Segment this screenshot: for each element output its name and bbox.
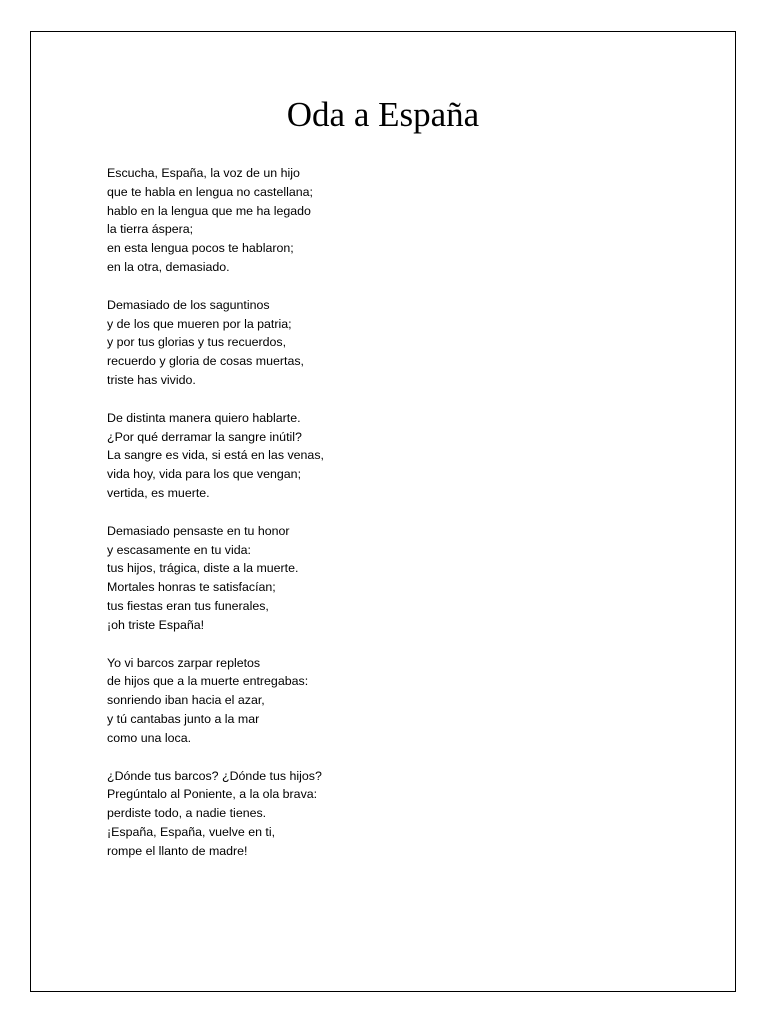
poem-line: ¿Por qué derramar la sangre inútil? xyxy=(107,429,302,444)
poem-line: sonriendo iban hacia el azar, xyxy=(107,693,265,708)
poem-line: y escasamente en tu vida: xyxy=(107,542,251,557)
poem-line: y por tus glorias y tus recuerdos, xyxy=(107,335,287,350)
document-page xyxy=(30,31,736,992)
poem-line: ¿Dónde tus barcos? ¿Dónde tus hijos? xyxy=(107,768,322,783)
poem-line: Demasiado pensaste en tu honor xyxy=(107,523,290,538)
poem-body xyxy=(107,164,667,880)
poem-line: Demasiado de los saguntinos xyxy=(107,297,270,312)
stanza xyxy=(107,164,667,277)
poem-line: La sangre es vida, si está en las venas, xyxy=(107,448,324,463)
poem-line: en la otra, demasiado. xyxy=(107,259,230,274)
poem-line: tus fiestas eran tus funerales, xyxy=(107,598,269,613)
poem-line: triste has vivido. xyxy=(107,372,196,387)
poem-line: De distinta manera quiero hablarte. xyxy=(107,410,301,425)
poem-line: de hijos que a la muerte entregabas: xyxy=(107,674,309,689)
poem-line: vertida, es muerte. xyxy=(107,485,210,500)
poem-line: la tierra áspera; xyxy=(107,222,194,237)
stanza xyxy=(107,296,667,390)
stanza xyxy=(107,654,667,748)
poem-line: y de los que mueren por la patria; xyxy=(107,316,292,331)
poem-line: rompe el llanto de madre! xyxy=(107,843,248,858)
poem-line: vida hoy, vida para los que vengan; xyxy=(107,467,302,482)
poem-line: ¡España, España, vuelve en ti, xyxy=(107,824,276,839)
poem-line: perdiste todo, a nadie tienes. xyxy=(107,806,267,821)
stanza xyxy=(107,522,667,635)
stanza xyxy=(107,409,667,503)
poem-line: Yo vi barcos zarpar repletos xyxy=(107,655,261,670)
poem-line: tus hijos, trágica, diste a la muerte. xyxy=(107,561,299,576)
poem-line: como una loca. xyxy=(107,730,192,745)
poem-title: Oda a España xyxy=(286,95,480,134)
poem-line: que te habla en lengua no castellana; xyxy=(107,184,313,199)
poem-line: y tú cantabas junto a la mar xyxy=(107,711,260,726)
poem-line: Mortales honras te satisfacían; xyxy=(107,580,276,595)
poem-line: hablo en la lengua que me ha legado xyxy=(107,203,311,218)
poem-line: recuerdo y gloria de cosas muertas, xyxy=(107,354,304,369)
poem-line: en esta lengua pocos te hablaron; xyxy=(107,241,294,256)
poem-line: ¡oh triste España! xyxy=(107,617,205,632)
stanza xyxy=(107,767,667,861)
poem-line: Escucha, España, la voz de un hijo xyxy=(107,166,300,180)
poem-line: Pregúntalo al Poniente, a la ola brava: xyxy=(107,787,318,802)
